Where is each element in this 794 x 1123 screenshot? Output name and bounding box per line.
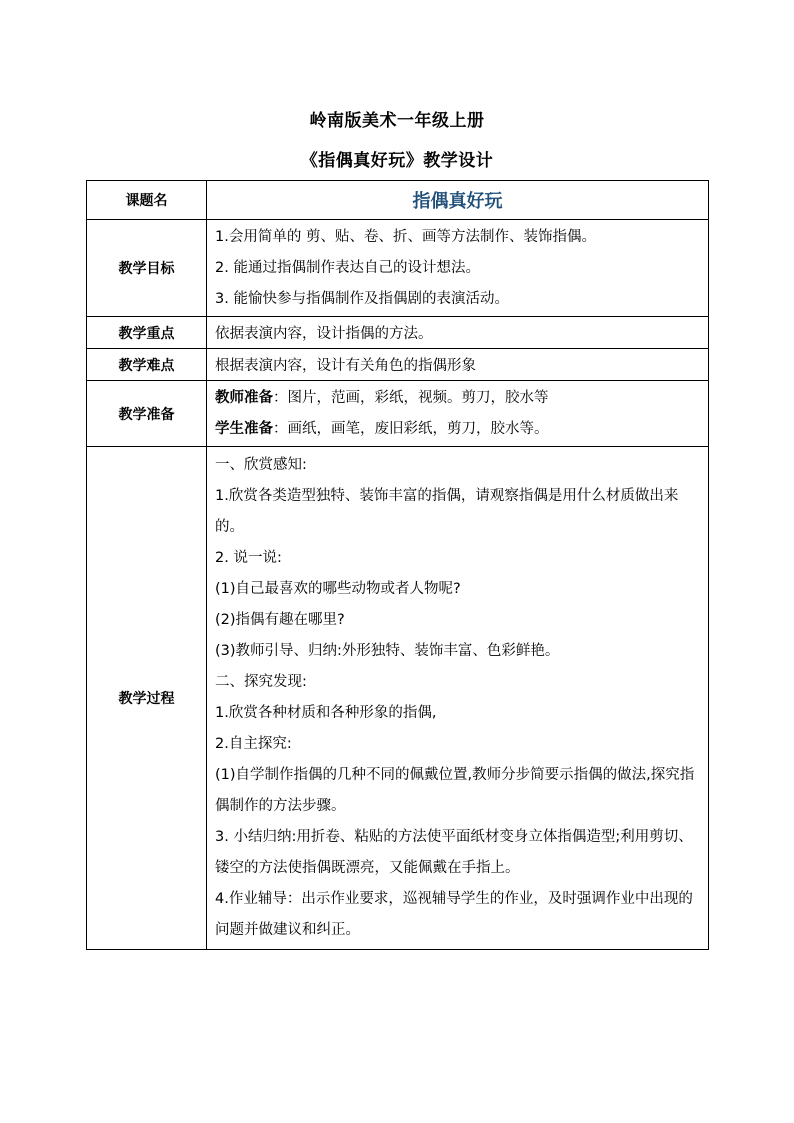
process-line: 2.自主探究: bbox=[215, 736, 292, 752]
row-focus bbox=[87, 317, 709, 349]
process-line: (1)自学制作指偶的几种不同的佩戴位置,教师分步简要示指偶的做法,探究指偶制作的方法步骤。 bbox=[215, 767, 695, 814]
student-preparation bbox=[215, 414, 702, 445]
process-line: 3. 小结归纳:用折卷、粘贴的方法使平面纸材变身立体指偶造型;利用剪切、镂空的方法使指偶既漂亮，又能佩戴在手指上。 bbox=[215, 829, 693, 876]
objectives-cell bbox=[207, 220, 709, 317]
process-line: (2)指偶有趣在哪里? bbox=[215, 612, 345, 628]
label-process: 教学过程 bbox=[87, 447, 207, 950]
process-line: 二、探究发现: bbox=[215, 674, 307, 690]
preparation-cell bbox=[207, 381, 709, 447]
process-line: (1)自己最喜欢的哪些动物或者人物呢? bbox=[215, 581, 461, 597]
process-line: 1.欣赏各种材质和各种形象的指偶, bbox=[215, 705, 437, 721]
objective-item: 1.会用简单的 剪、贴、卷、折、画等方法制作、装饰指偶。 bbox=[215, 228, 596, 245]
teacher-preparation-value: ：图片，范画，彩纸，视频。剪刀，胶水等 bbox=[273, 389, 549, 406]
document-title: 岭南版美术一年级上册 bbox=[309, 111, 485, 131]
row-difficulty bbox=[87, 349, 709, 381]
student-preparation-value: ：画纸，画笔，废旧彩纸，剪刀，胶水等。 bbox=[273, 420, 549, 437]
label-preparation: 教学准备 bbox=[87, 381, 207, 447]
lesson-plan-table bbox=[86, 180, 709, 950]
process-line: 4.作业辅导：出示作业要求，巡视辅导学生的作业，及时强调作业中出现的问题并做建议和纠正。 bbox=[215, 891, 693, 938]
process-line: 2. 说一说: bbox=[215, 550, 282, 566]
label-topic: 课题名 bbox=[87, 181, 207, 220]
difficulty-value: 根据表演内容，设计有关角色的指偶形象 bbox=[207, 349, 709, 381]
teacher-preparation bbox=[215, 383, 702, 414]
label-focus: 教学重点 bbox=[87, 317, 207, 349]
row-objectives bbox=[87, 220, 709, 317]
teacher-preparation-key: 教师准备 bbox=[215, 389, 273, 406]
row-process bbox=[87, 447, 709, 950]
row-preparation bbox=[87, 381, 709, 447]
row-topic bbox=[87, 181, 709, 220]
student-preparation-key: 学生准备 bbox=[215, 420, 273, 437]
topic-value: 指偶真好玩 bbox=[207, 181, 709, 220]
objective-item: 3. 能愉快参与指偶制作及指偶剧的表演活动。 bbox=[215, 290, 509, 307]
focus-value: 依据表演内容，设计指偶的方法。 bbox=[207, 317, 709, 349]
process-line: 一、欣赏感知: bbox=[215, 457, 307, 473]
label-difficulty: 教学难点 bbox=[87, 349, 207, 381]
process-line: (3)教师引导、归纳:外形独特、装饰丰富、色彩鲜艳。 bbox=[215, 643, 560, 659]
document-subtitle: 《指偶真好玩》教学设计 bbox=[300, 151, 494, 171]
process-line: 1.欣赏各类造型独特、装饰丰富的指偶，请观察指偶是用什么材质做出来的。 bbox=[215, 488, 679, 535]
objective-item: 2. 能通过指偶制作表达自己的设计想法。 bbox=[215, 259, 480, 276]
process-cell bbox=[207, 447, 709, 950]
label-objectives: 教学目标 bbox=[87, 220, 207, 317]
